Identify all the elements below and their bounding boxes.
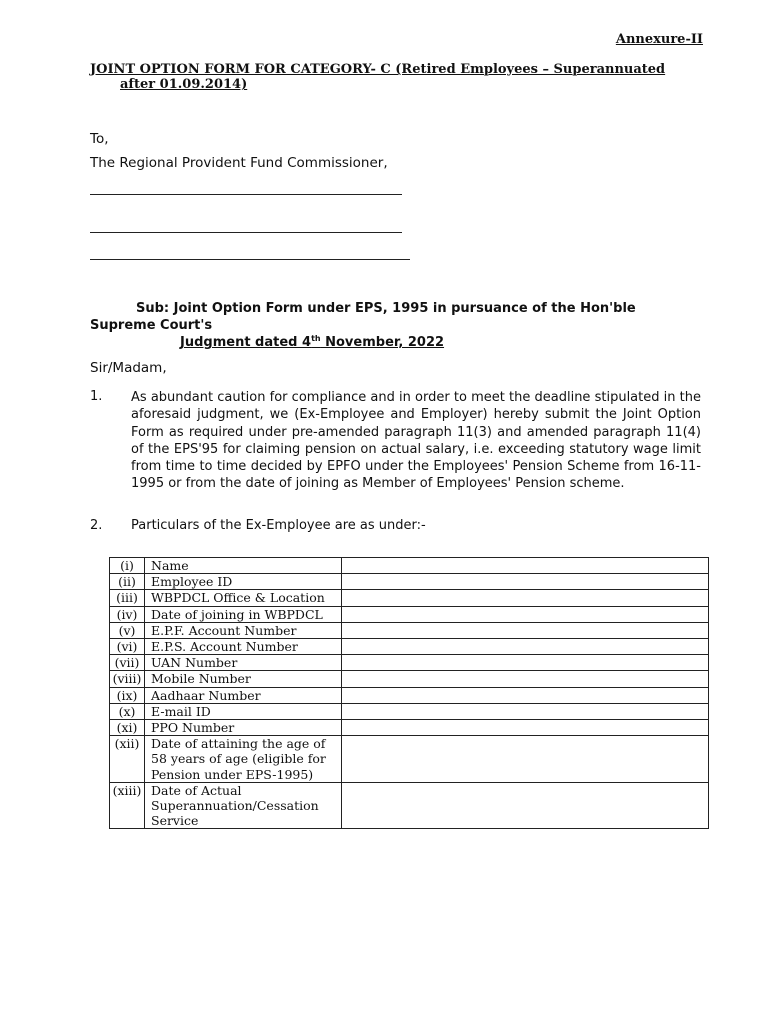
subject-line1: Sub: Joint Option Form under EPS, 1995 in pursuance of the Hon'ble xyxy=(136,301,636,316)
row-label: UAN Number xyxy=(145,655,342,671)
row-value-field[interactable] xyxy=(342,590,709,606)
row-value-field[interactable] xyxy=(342,639,709,655)
subject xyxy=(90,300,710,334)
row-value-field[interactable] xyxy=(342,671,709,687)
judgment-post: November, 2022 xyxy=(320,335,445,350)
row-number: (viii) xyxy=(110,671,145,687)
row-label: E.P.F. Account Number xyxy=(145,622,342,638)
judgment-sup: th xyxy=(311,334,321,343)
table-row xyxy=(110,590,709,606)
row-value-field[interactable] xyxy=(342,655,709,671)
para2-text: Particulars of the Ex-Employee are as under:- xyxy=(131,518,426,533)
table-row xyxy=(110,622,709,638)
table-row xyxy=(110,606,709,622)
row-label: Date of joining in WBPDCL xyxy=(145,606,342,622)
row-value-field[interactable] xyxy=(342,606,709,622)
row-number: (vii) xyxy=(110,655,145,671)
row-label: Aadhaar Number xyxy=(145,687,342,703)
form-title-line1: JOINT OPTION FORM FOR CATEGORY- C (Retired Employees – Superannuated xyxy=(90,62,666,77)
addressee-line: The Regional Provident Fund Commissioner, xyxy=(90,155,388,171)
address-blank-line-2[interactable] xyxy=(90,232,402,233)
row-value-field[interactable] xyxy=(342,622,709,638)
judgment-pre: Judgment dated 4 xyxy=(180,335,312,350)
row-number: (vi) xyxy=(110,639,145,655)
table-row xyxy=(110,574,709,590)
table-row xyxy=(110,736,709,783)
address-blank-line-1[interactable] xyxy=(90,194,402,195)
row-value-field[interactable] xyxy=(342,782,709,829)
form-title xyxy=(90,62,710,92)
row-label: PPO Number xyxy=(145,720,342,736)
row-number: (v) xyxy=(110,622,145,638)
subject-line2: Supreme Court's xyxy=(90,318,213,333)
particulars-table xyxy=(109,557,709,829)
row-label: WBPDCL Office & Location xyxy=(145,590,342,606)
row-label: E.P.S. Account Number xyxy=(145,639,342,655)
annexure-label: Annexure-II xyxy=(615,32,703,47)
row-number: (xii) xyxy=(110,736,145,783)
table-row xyxy=(110,687,709,703)
para1-text: As abundant caution for compliance and in order to meet the deadline stipulated in the aforesaid judgment, we (Ex-Employee and Employer) hereby submit the Joint Option Form as required under pre-amended paragraph 11(3) and amended paragraph 11(4) of the EPS'95 for claiming pension on actual salary, i.e. exceeding statutory wage limit from time to time decided by EPFO under the Employees' Pension Scheme from 16-11-1995 or from the date of joining as Member of Employees' Pension scheme. xyxy=(131,390,701,492)
row-value-field[interactable] xyxy=(342,558,709,574)
row-value-field[interactable] xyxy=(342,687,709,703)
table-row xyxy=(110,639,709,655)
salutation: Sir/Madam, xyxy=(90,360,167,376)
table-row xyxy=(110,782,709,829)
row-label: Mobile Number xyxy=(145,671,342,687)
table-row xyxy=(110,703,709,719)
row-label: Date of Actual Superannuation/Cessation Service xyxy=(145,782,342,829)
table-row xyxy=(110,671,709,687)
row-number: (i) xyxy=(110,558,145,574)
judgment-date xyxy=(180,334,444,350)
table-row xyxy=(110,655,709,671)
row-value-field[interactable] xyxy=(342,703,709,719)
row-number: (xi) xyxy=(110,720,145,736)
row-label: Date of attaining the age of 58 years of age (eligible for Pension under EPS-1995) xyxy=(145,736,342,783)
row-number: (iv) xyxy=(110,606,145,622)
row-label: Employee ID xyxy=(145,574,342,590)
row-number: (ix) xyxy=(110,687,145,703)
row-value-field[interactable] xyxy=(342,574,709,590)
para1-number: 1. xyxy=(90,389,103,404)
address-blank-line-3[interactable] xyxy=(90,259,410,260)
table-row xyxy=(110,720,709,736)
row-value-field[interactable] xyxy=(342,720,709,736)
row-value-field[interactable] xyxy=(342,736,709,783)
row-label: Name xyxy=(145,558,342,574)
row-number: (x) xyxy=(110,703,145,719)
row-number: (iii) xyxy=(110,590,145,606)
para2-number: 2. xyxy=(90,518,103,533)
form-title-line2: after 01.09.2014) xyxy=(120,77,248,92)
to-line: To, xyxy=(90,131,109,147)
table-row xyxy=(110,558,709,574)
row-number: (xiii) xyxy=(110,782,145,829)
row-number: (ii) xyxy=(110,574,145,590)
row-label: E-mail ID xyxy=(145,703,342,719)
